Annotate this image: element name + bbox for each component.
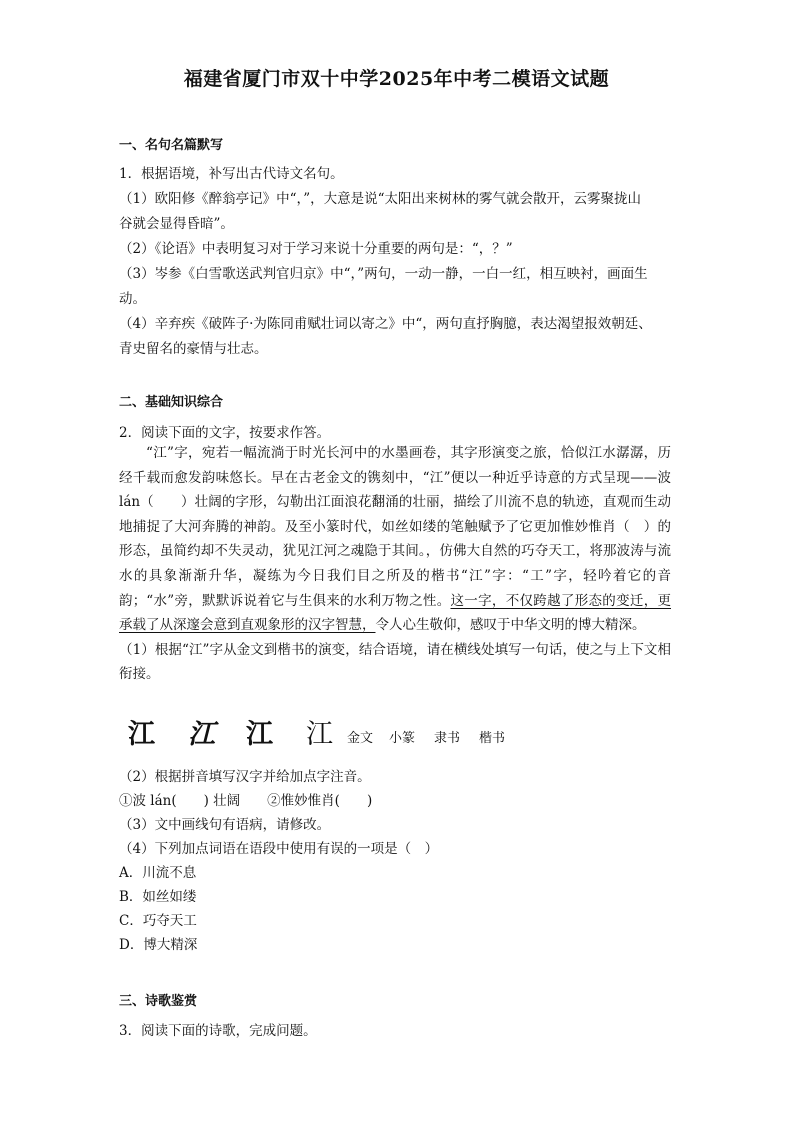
sub-question-2-items: ①波 lán( ) 壮阔 ②惟妙惟肖( ) — [119, 793, 373, 809]
option-b: B．如丝如缕 — [119, 889, 197, 905]
question-1-item-2: （2）《论语》中表明复习对于学习来说十分重要的两句是：“，？” — [119, 241, 513, 257]
bronze-script-glyph: 江 — [128, 719, 155, 750]
option-c: C．巧夺天工 — [119, 913, 197, 929]
passage-text: “江”字，宛若一幅流淌于时光长河中的水墨画卷，其字形演变之旅，恰似江水潺潺，历经千载而愈发韵味悠长。早在古老金文的镌刻中，“江”便以一种近乎诗意的方式呈现——波 lán（ ）壮阔的字形，勾勒出江面浪花翻涌的壮丽，描绘了川流不息的轨迹，直观而生动地捕捉了大河奔腾的神韵。及至小篆时代，如丝如缕的笔触赋予了它更加惟妙惟肖（ ）的形态，虽简约却不失灵动，犹见江河之魂隐于其间。，仿佛大自然的巧夺天工，将那波涛与流水的具象渐渐升华，凝练为今日我们目之所及的楷书“江”字：“工”字，轻吟着它的音韵；“水”旁，默默诉说着它与生俱来的水利万物之性。 — [119, 445, 671, 609]
underlined-sentence: 这一字，不仅跨越了形态的变迁，更承载了从深邃会意到直观象形的汉字智慧， — [119, 592, 671, 634]
question-1-item-4-line-1: （4）辛弃疾《破阵子·为陈同甫赋壮词以寄之》中“，两句直抒胸臆，表达渴望报效朝廷、 — [119, 316, 652, 332]
sub-question-2: （2）根据拼音填写汉字并给加点字注音。 — [119, 769, 371, 785]
question-1-item-3-line-1: （3）岑参《白雪歌送武判官归京》中“，”两句，一动一静，一白一红，相互映衬，画面生 — [119, 266, 648, 282]
sub-question-3: （3）文中画线句有语病，请修改。 — [119, 817, 331, 833]
section-heading-2: 二、基础知识综合 — [119, 395, 224, 410]
sub-question-4: （4）下列加点词语在语段中使用有误的一项是（ ） — [119, 841, 439, 857]
section-heading-1: 一、名句名篇默写 — [119, 138, 224, 153]
reading-passage — [119, 441, 671, 687]
question-3-stem: 3．阅读下面的诗歌，完成问题。 — [119, 1023, 317, 1039]
glyph-label-xiaozhuan: 小篆 — [389, 731, 416, 746]
question-1-item-1-line-1: （1）欧阳修《醉翁亭记》中“，”，大意是说“太阳出来树林的雾气就会散开，云雾聚拢山 — [119, 191, 642, 207]
page-title: 福建省厦门市双十中学2025年中考二模语文试题 — [183, 68, 610, 90]
glyph-label-lishu: 隶书 — [434, 731, 461, 746]
sub-question-1: （1）根据“江”字从金文到楷书的演变，结合语境，请在横线处填写一句话，使之与上下文相衔接。 — [119, 641, 671, 683]
option-d: D．博大精深 — [119, 937, 198, 953]
clerical-script-glyph: 江 — [246, 719, 273, 750]
option-a: A．川流不息 — [119, 865, 197, 881]
question-2-stem: 2．阅读下面的文字，按要求作答。 — [119, 425, 331, 441]
glyph-label-kaishu: 楷书 — [479, 731, 506, 746]
regular-script-glyph: 江 — [306, 719, 333, 750]
question-1-item-3-line-2: 动。 — [119, 291, 146, 307]
question-1-item-4-line-2: 青史留名的豪情与壮志。 — [119, 341, 268, 357]
question-1-item-1-line-2: 谷就会显得昏暗”。 — [119, 216, 234, 232]
glyph-label-jinwen: 金文 — [347, 731, 374, 746]
small-seal-glyph: 江 — [188, 719, 215, 750]
passage-ending: 令人心生敬仰，感叹于中华文明的博大精深。 — [375, 617, 646, 634]
section-heading-3: 三、诗歌鉴赏 — [119, 994, 198, 1009]
question-1-stem: 1．根据语境，补写出古代诗文名句。 — [119, 166, 344, 182]
